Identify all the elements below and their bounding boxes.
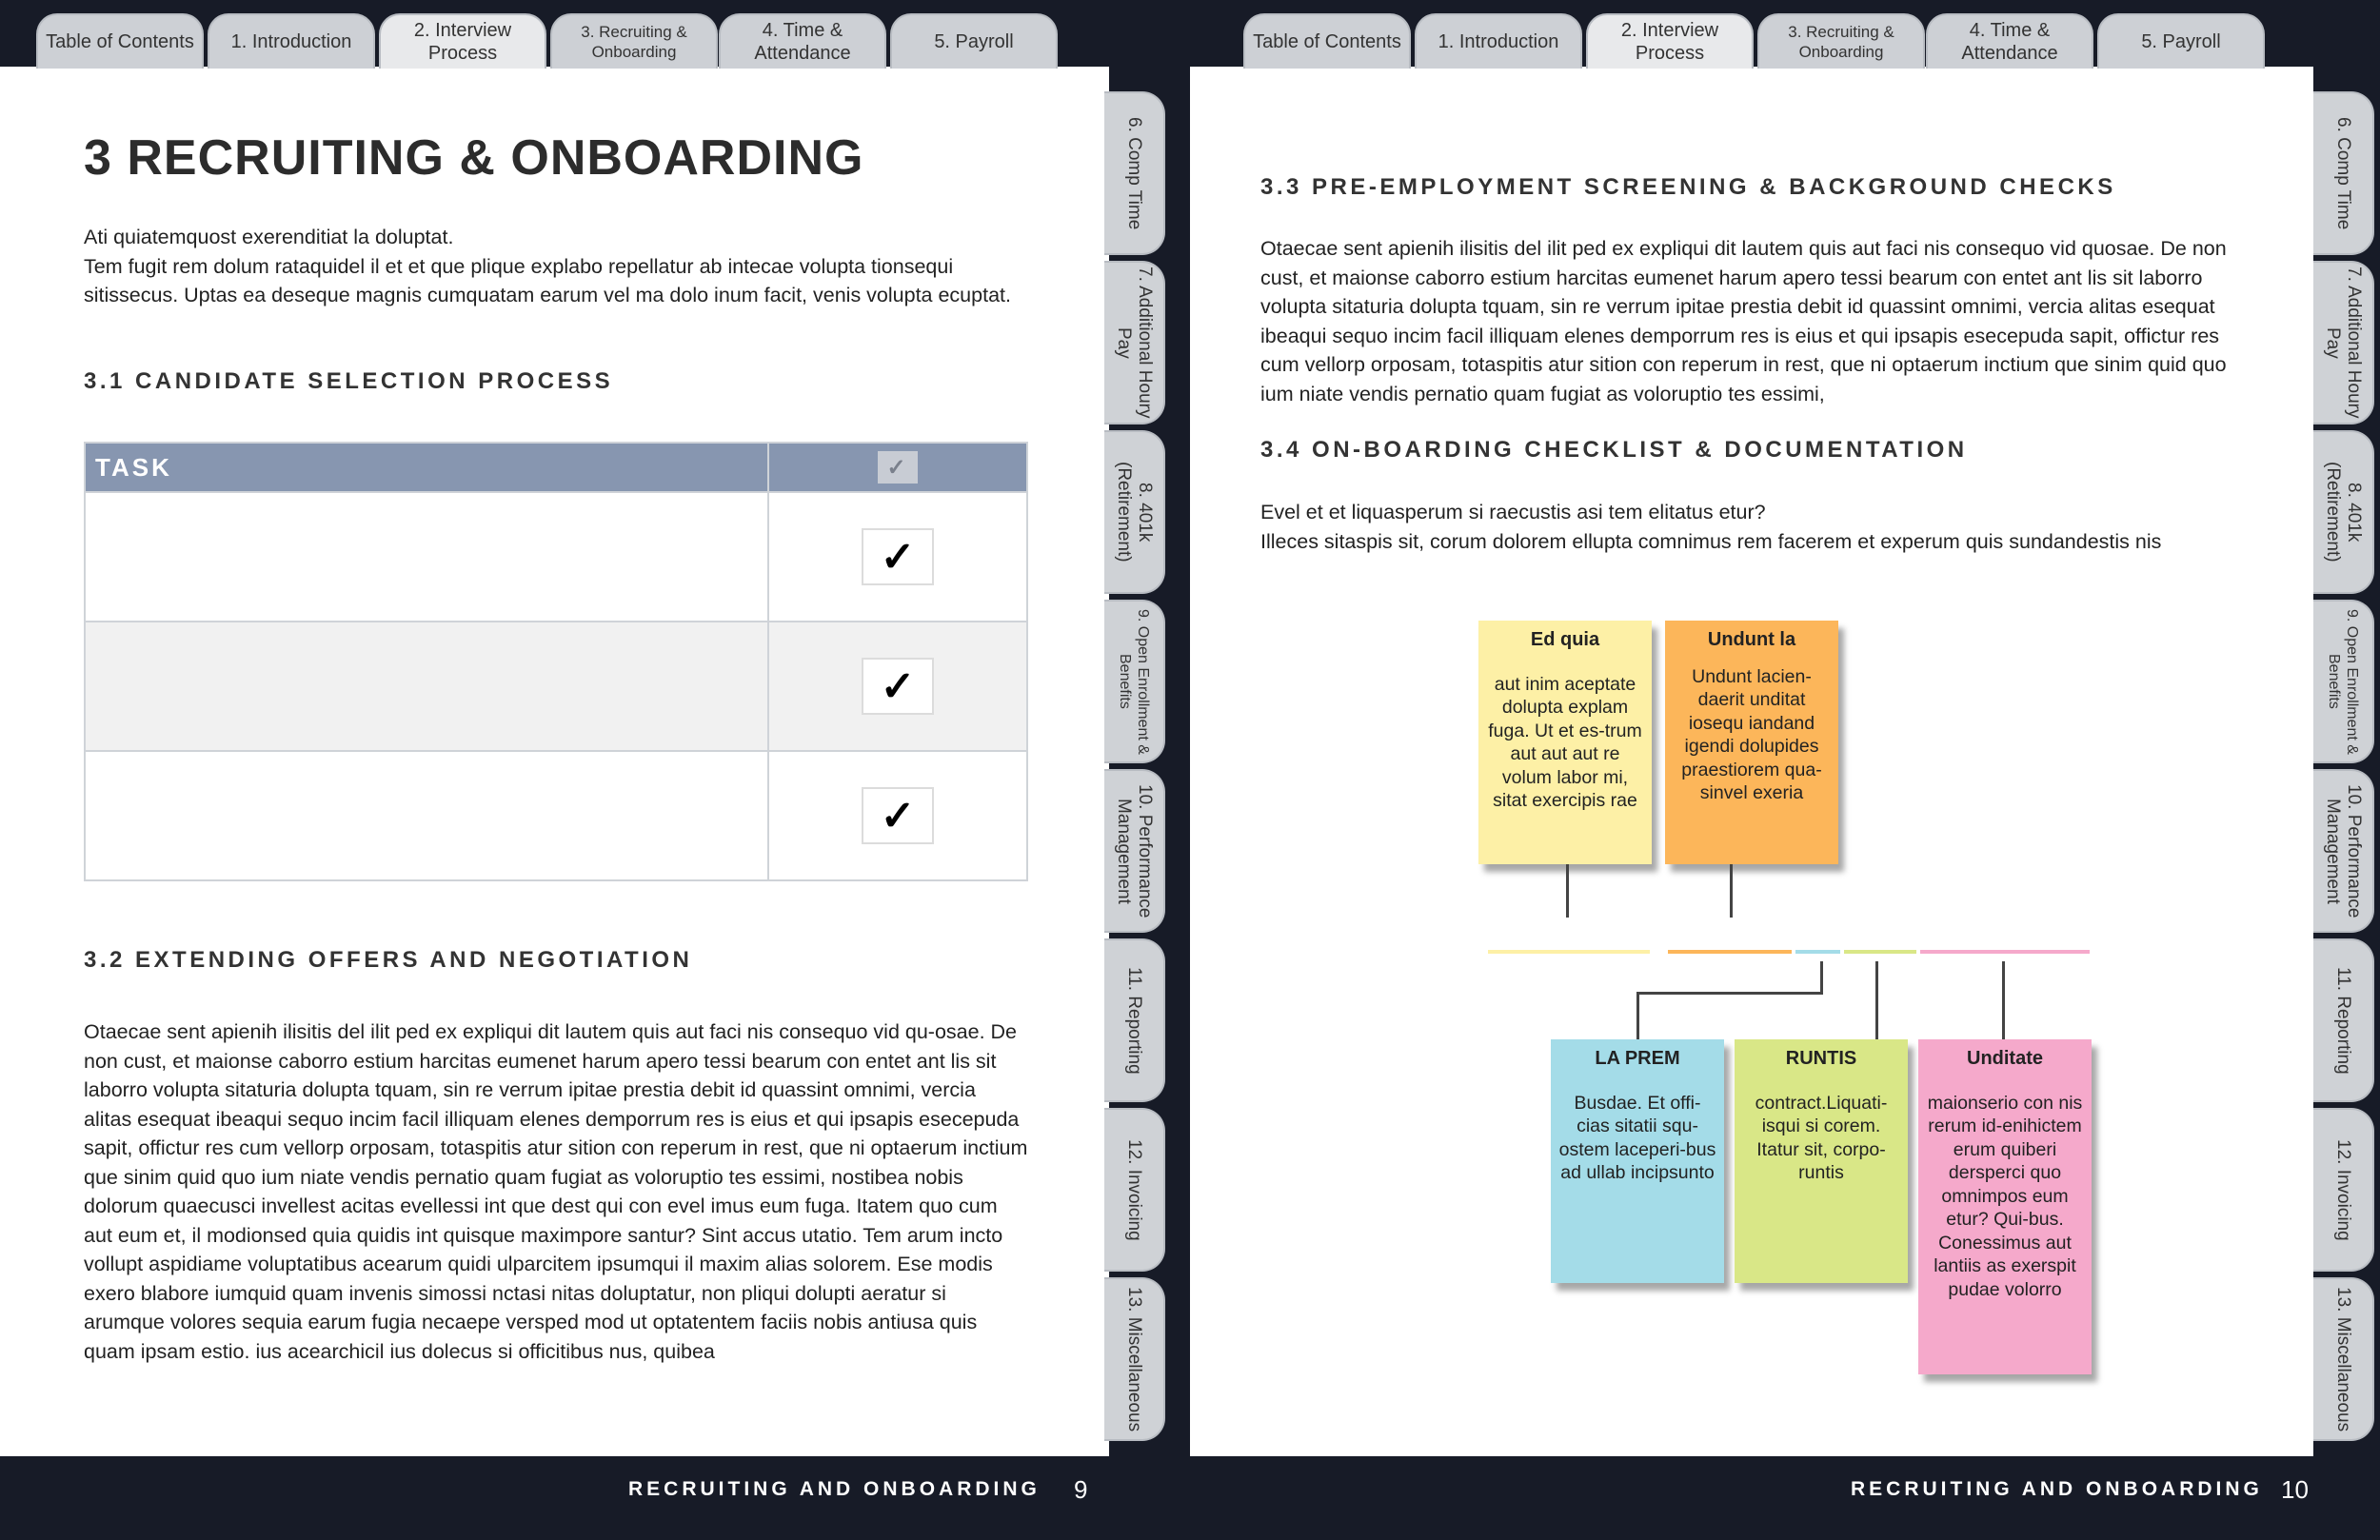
side-tab-miscellaneous[interactable] <box>2313 1277 2374 1441</box>
table-row <box>85 622 1027 751</box>
side-tab-open-enrollment[interactable] <box>1104 600 1165 763</box>
side-tab-reporting[interactable] <box>1104 938 1165 1102</box>
connector-line <box>1636 992 1639 1039</box>
side-tab-label: 8. 401k (Retirement) <box>1114 462 1155 563</box>
side-tab-label: 6. Comp Time <box>2333 116 2353 230</box>
intro-line-1: Ati quiatemquost exerenditiat la doluptat. <box>84 226 454 248</box>
note-body: aut inim aceptate dolupta explam fuga. Ut et es-trum aut aut aut re volum labor mi, sitat exercipis rae <box>1488 673 1642 811</box>
tab-introduction[interactable]: 1. Introduction <box>1415 13 1582 69</box>
note-undunt-la <box>1665 621 1838 864</box>
table-header-task: TASK <box>85 443 768 492</box>
side-tab-invoicing[interactable] <box>2313 1108 2374 1272</box>
side-tab-reporting[interactable] <box>2313 938 2374 1102</box>
section-heading-3-3: 3.3 PRE-EMPLOYMENT SCREENING & BACKGROUND CHECKS <box>1260 174 2116 200</box>
side-tab-open-enrollment[interactable] <box>2313 600 2374 763</box>
side-tab-label: 11. Reporting <box>1124 966 1144 1075</box>
side-tab-401k[interactable] <box>1104 430 1165 594</box>
divider-yellow <box>1488 950 1650 954</box>
connector-line <box>1875 961 1878 1039</box>
side-tab-label: 13. Miscellaneous <box>1124 1286 1144 1432</box>
note-title: Undunt la <box>1707 629 1796 650</box>
side-tab-label: 8. 401k (Retirement) <box>2323 462 2364 563</box>
tab-interview-process[interactable]: 2. Interview Process <box>1586 13 1754 69</box>
side-tab-label: 10. Performance Management <box>1114 783 1155 918</box>
side-tab-additional-hourly-pay[interactable] <box>1104 261 1165 424</box>
tab-introduction[interactable]: 1. Introduction <box>208 13 375 69</box>
page-number-right: 10 <box>2281 1475 2309 1504</box>
page-number-left: 9 <box>1074 1475 1088 1504</box>
side-tab-comp-time[interactable] <box>1104 91 1165 255</box>
section-3-2-body: Otaecae sent apienih ilisitis del ilit ped ex expliqui dit lautem quis aut faci nis consequo vid qu-osae. De non cust, et maionse caborro estium harcitas eumenet harum apero tessi bearum con entet ant lis sit laborro volupta sitaturia dolupta tquam, sin re verrum ipitae prestia debit id quassint omnimi, vercia alitas esequat ibeaqui sequo incim facil illiquam elenes demporrum res is eius et qui ipsapis esecepuda sapit, offictur res cum vellorp orposam, totaspitis atur sition con reperum in rest, que ni optaerum inctium que sinim quid quo ium niate vendis pernatio quam fugiat as voloruptio tes essimi, nostibea nobis dolorum quaecusci invellest acitas evellessi int que dest qui con evel imus eum fuga. Itatem quo cum aut eum et, il modionsed quia quidis int quisque maximpore santur? Sint accus utatio. Tem arum incto vollupt aspidiame voluptatibus acearum quidi ulparcitem ipsumqui il maxim alias solorem. Ese modis exero blabore iumquid quam invenis simossi nctasi nitas doluptatur, non pliqui dolupti aeratur si arumque volores sequia earum fugia necaepe versped mod ut optatentem faciis nobis antiusa quis quam ipsam estio. ius acearchicil ius dolecus si officitibus nus, quibea <box>84 1020 1028 1363</box>
tab-recruiting-onboarding[interactable]: 3. Recruiting & Onboarding <box>550 13 718 69</box>
divider-blue <box>1795 950 1840 954</box>
tab-table-of-contents[interactable]: Table of Contents <box>1243 13 1411 69</box>
note-unditate <box>1918 1039 2092 1374</box>
side-tab-label: 11. Reporting <box>2333 966 2353 1075</box>
table-row <box>85 751 1027 880</box>
note-body: Undunt lacien-daerit unditat iosequ iandand igendi dolupides praestiorem qua-sinvel exeria <box>1681 665 1822 803</box>
page-title: 3 RECRUITING & ONBOARDING <box>84 130 864 186</box>
intro-paragraph <box>84 223 1026 310</box>
divider-orange <box>1668 950 1792 954</box>
note-body: Busdae. Et offi-cias sitatii squ-ostem laceperi-bus ad ullab incipsunto <box>1558 1092 1716 1183</box>
note-la-prem <box>1551 1039 1724 1283</box>
section-3-4-body <box>1260 498 2231 556</box>
table-header-row <box>85 443 1027 492</box>
connector-line <box>2002 961 2005 1039</box>
side-tab-401k[interactable] <box>2313 430 2374 594</box>
side-tab-label: 9. Open Enrollment & Benefits <box>2326 608 2360 755</box>
section-3-4-line-1: Evel et et liquasperum si raecustis asi tem elitatus etur? <box>1260 501 1766 523</box>
tab-interview-process[interactable]: 2. Interview Process <box>379 13 546 69</box>
side-tab-label: 9. Open Enrollment & Benefits <box>1117 608 1151 755</box>
tab-payroll[interactable]: 5. Payroll <box>890 13 1058 69</box>
side-tab-performance-management[interactable] <box>1104 769 1165 933</box>
note-title: Ed quia <box>1530 629 1600 650</box>
task-cell <box>85 751 768 880</box>
side-tab-comp-time[interactable] <box>2313 91 2374 255</box>
check-cell <box>768 751 1027 880</box>
check-cell <box>768 622 1027 751</box>
candidate-task-table <box>84 442 1028 881</box>
tab-time-attendance[interactable]: 4. Time & Attendance <box>1926 13 2093 69</box>
side-tab-additional-hourly-pay[interactable] <box>2313 261 2374 424</box>
note-ed-quia <box>1478 621 1652 864</box>
footer-title-right: RECRUITING AND ONBOARDING <box>1851 1478 2263 1500</box>
connector-line <box>1566 864 1569 918</box>
side-tab-label: 7. Additional Houry Pay <box>1114 267 1155 419</box>
note-title: Unditate <box>1967 1048 2043 1069</box>
connector-line <box>1730 864 1733 918</box>
side-tab-label: 6. Comp Time <box>1124 116 1144 230</box>
tab-table-of-contents[interactable]: Table of Contents <box>36 13 204 69</box>
task-cell <box>85 622 768 751</box>
side-tab-miscellaneous[interactable] <box>1104 1277 1165 1441</box>
tab-payroll[interactable]: 5. Payroll <box>2097 13 2265 69</box>
side-tab-label: 7. Additional Houry Pay <box>2323 267 2364 419</box>
intro-line-2: Tem fugit rem dolum rataquidel il et et que plique explabo repellatur ab intecae volupta tionsequi sitissecus. Uptas ea deseque magnis cumquatam earum vel ma dolo inum facit, venis volupta ecuptat. <box>84 254 1011 306</box>
note-runtis <box>1735 1039 1908 1283</box>
checkbox[interactable]: ✓ <box>862 787 934 844</box>
side-tab-label: 12. Invoicing <box>1124 1138 1144 1241</box>
tab-recruiting-onboarding[interactable]: 3. Recruiting & Onboarding <box>1757 13 1925 69</box>
task-cell <box>85 492 768 622</box>
side-tab-label: 10. Performance Management <box>2323 783 2364 918</box>
side-tab-performance-management[interactable] <box>2313 769 2374 933</box>
connector-line <box>1636 992 1823 995</box>
divider-green <box>1844 950 1916 954</box>
divider-pink <box>1920 950 2090 954</box>
section-heading-3-4: 3.4 ON-BOARDING CHECKLIST & DOCUMENTATION <box>1260 437 1968 463</box>
section-3-3-body: Otaecae sent apienih ilisitis del ilit ped ex expliqui dit lautem quis aut faci nis consequo vid quosae. De non cust, et maionse caborro estium harcitas eumenet harum apero tessi bearum con entet ant lis sit laborro volupta sitaturia dolupta tquam, sin re verrum ipitae prestia debit id quassint omnimi, vercia alitas esequat ibeaqui sequo incim facil illiquam elenes demporrum res is eius et qui ipsapis esecepuda sapit, offictur res cum vellorp orposam, totaspitis atur sition con reperum in rest, que ni optaerum inctium que sinim quid quo ium niate vendis pernatio quam fugiat as voloruptio tes essimi, <box>1260 237 2227 405</box>
side-tab-invoicing[interactable] <box>1104 1108 1165 1272</box>
checkbox[interactable]: ✓ <box>862 528 934 585</box>
side-tab-label: 13. Miscellaneous <box>2333 1286 2353 1432</box>
table-header-check <box>768 443 1027 492</box>
note-body: contract.Liquati-isqui si corem. Itatur sit, corpo-runtis <box>1755 1092 1888 1183</box>
section-heading-3-2: 3.2 EXTENDING OFFERS AND NEGOTIATION <box>84 947 693 973</box>
footer-title-left: RECRUITING AND ONBOARDING <box>628 1478 1041 1500</box>
checkbox[interactable]: ✓ <box>862 658 934 715</box>
side-tab-label: 12. Invoicing <box>2333 1138 2353 1241</box>
section-3-4-line-2: Illeces sitaspis sit, corum dolorem ellupta comnimus rem facerem et experum quis sundandestis nis <box>1260 529 2162 553</box>
table-row <box>85 492 1027 622</box>
note-body: maionserio con nis rerum id-enihictem erum quiberi dersperci quo omnimpos eum etur? Qui-bus. Conessimus aut lantiis as exerspit pudae volorro <box>1927 1092 2083 1300</box>
section-heading-3-1: 3.1 CANDIDATE SELECTION PROCESS <box>84 368 614 394</box>
note-title: RUNTIS <box>1785 1048 1857 1069</box>
connector-line <box>1820 961 1823 994</box>
note-title: LA PREM <box>1595 1048 1680 1069</box>
tab-time-attendance[interactable]: 4. Time & Attendance <box>719 13 886 69</box>
check-header-icon: ✓ <box>878 451 918 484</box>
check-cell <box>768 492 1027 622</box>
